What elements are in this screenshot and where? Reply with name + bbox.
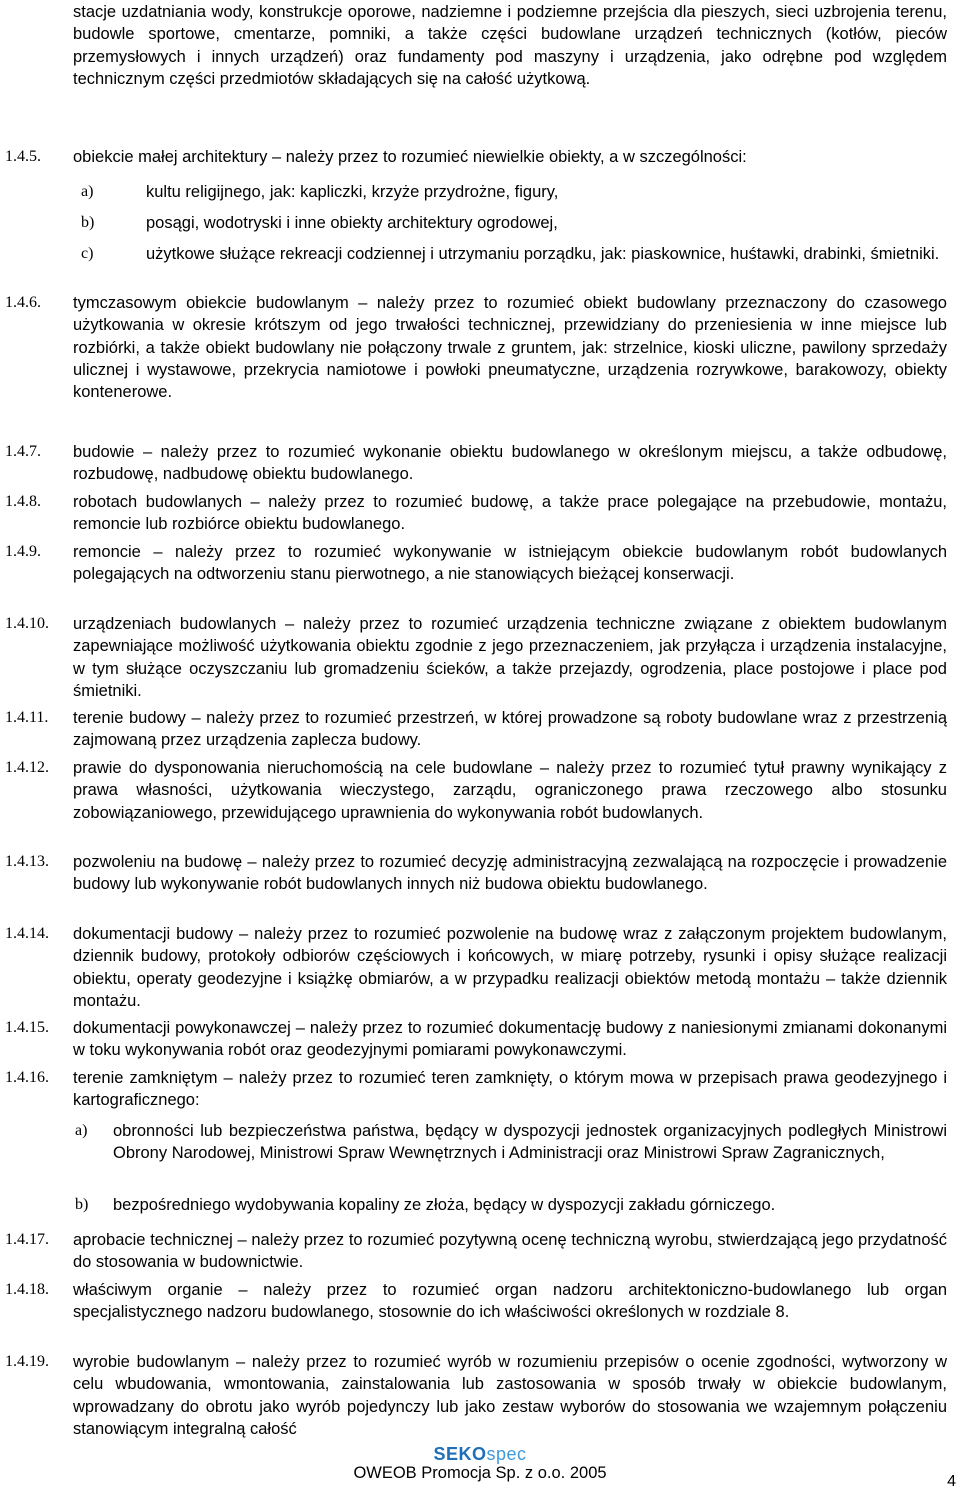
list-item [75, 1194, 947, 1216]
definition-1-4-16 [0, 1067, 960, 1112]
list-letter: a) [81, 183, 94, 200]
definition-number: 1.4.18. [5, 1281, 49, 1298]
list-letter: b) [81, 214, 95, 231]
definition-number: 1.4.8. [5, 493, 41, 510]
list-text: obronności lub bezpieczeństwa państwa, będący w dyspozycji jednostek organizacyjnych podległych Ministrowi Obrony Narodowej, Ministrowi Spraw Wewnętrznych i Administracji oraz Ministrowi Spraw Zagranicznych, [113, 1122, 947, 1163]
definition-1-4-18 [0, 1279, 960, 1324]
definition-text: remoncie – należy przez to rozumieć wykonywanie w istniejącym obiekcie budowlanym robót budowlanych polegających na odtworzeniu stanu pierwotnego, a nie stanowiących bieżącej konserwacji. [73, 543, 947, 584]
definition-number: 1.4.11. [5, 709, 49, 726]
definition-text: terenie budowy – należy przez to rozumieć przestrzeń, w której prowadzone są roboty budowlane wraz z przestrzenią zajmowaną przez urządzenia zaplecza budowy. [73, 709, 947, 750]
list-letter: b) [75, 1196, 89, 1213]
definition-1-4-19 [0, 1351, 960, 1440]
list-item [75, 1120, 947, 1165]
definition-text: tymczasowym obiekcie budowlanym – należy przez to rozumieć obiekt budowlany przeznaczony do czasowego użytkowania w okresie krótszym od jego trwałości technicznej, przewidziany do przeniesienia w inne miejsce lub rozbiórki, a także obiekt budowlany nie połączony trwale z gruntem, jak: strzelnice, kioski uliczne, pawilony sprzedaży ulicznej i wystawowe, przekrycia namiotowe i powłoki pneumatyczne, urządzenia rozrywkowe, barakowozy, obiekty kontenerowe. [73, 294, 947, 402]
logo-text-spec: spec [486, 1444, 527, 1464]
definition-1-4-13 [0, 851, 960, 896]
definition-1-4-12 [0, 757, 960, 824]
list-letter: a) [75, 1122, 88, 1139]
footer-company: OWEOB Promocja Sp. z o.o. 2005 [353, 1464, 607, 1482]
definition-number: 1.4.16. [5, 1069, 49, 1086]
definition-number: 1.4.7. [5, 443, 41, 460]
definition-1-4-15 [0, 1017, 960, 1062]
definition-number: 1.4.13. [5, 853, 49, 870]
definition-text: prawie do dysponowania nieruchomością na cele budowlane – należy przez to rozumieć tytuł prawny wynikający z prawa własności, użytkowania wieczystego, zarządu, ograniczonego prawa rzeczowego albo stosunku zobowiązaniowego, przewidującego uprawnienia do wykonywania robót budowlanych. [73, 759, 947, 822]
logo-text-seko: SEKO [433, 1444, 487, 1464]
list-letter: c) [81, 245, 94, 262]
list-text: użytkowe służące rekreacji codziennej i utrzymaniu porządku, jak: piaskownice, huśtawki, drabinki, śmietniki. [146, 245, 940, 263]
definition-number: 1.4.15. [5, 1019, 49, 1036]
definition-number: 1.4.9. [5, 543, 41, 560]
list-text: bezpośredniego wydobywania kopaliny ze złoża, będący w dyspozycji zakładu górniczego. [113, 1196, 776, 1214]
definition-1-4-5 [0, 146, 960, 168]
intro-paragraph: stacje uzdatniania wody, konstrukcje oporowe, nadziemne i podziemne przejścia dla pieszych, sieci uzbrojenia terenu, budowle sportowe, cmentarze, pomniki, a także części budowlane urządzeń technicznych (kotłów, pieców przemysłowych i innych urządzeń) oraz fundamenty pod maszyny i urządzenia, jako odrębne pod względem technicznym części przedmiotów składających się na całość użytkową. [73, 3, 947, 88]
definition-1-4-10 [0, 613, 960, 702]
definition-text: właściwym organie – należy przez to rozumieć organ nadzoru architektoniczno-budowlanego lub organ specjalistycznego nadzoru budowlanego, stosownie do ich właściwości określonych w rozdziale 8. [73, 1281, 947, 1322]
definition-number: 1.4.14. [5, 925, 49, 942]
page-number: 4 [947, 1473, 956, 1490]
list-item [81, 212, 949, 234]
definition-number: 1.4.17. [5, 1231, 49, 1248]
definition-text: aprobacie technicznej – należy przez to rozumieć pozytywną ocenę techniczną wyrobu, stwierdzającą jego przydatność do stosowania w budownictwie. [73, 1231, 947, 1272]
list-item [81, 181, 949, 203]
definition-1-4-11 [0, 707, 960, 752]
definition-text: budowie – należy przez to rozumieć wykonanie obiektu budowlanego w określonym miejscu, a także odbudowę, rozbudowę, nadbudowę obiektu budowlanego. [73, 443, 947, 484]
definition-1-4-8 [0, 491, 960, 536]
definition-1-4-17 [0, 1229, 960, 1274]
list-text: kultu religijnego, jak: kapliczki, krzyże przydrożne, figury, [146, 183, 559, 201]
definition-text: dokumentacji budowy – należy przez to rozumieć pozwolenie na budowę wraz z załączonym projektem budowlanym, dziennik budowy, protokoły odbiorów częściowych i końcowych, w miarę potrzeby, rysunki i opisy służące realizacji obiektu, operaty geodezyjne i książkę obmiarów, a w przypadku realizacji obiektów metodą montażu – także dziennik montażu. [73, 925, 947, 1010]
definition-text: dokumentacji powykonawczej – należy przez to rozumieć dokumentację budowy z naniesionymi zmianami dokonanymi w toku wykonywania robót oraz geodezyjnymi pomiarami powykonawczymi. [73, 1019, 947, 1060]
definition-text: urządzeniach budowlanych – należy przez to rozumieć urządzenia techniczne związane z obiektem budowlanym zapewniające możliwość użytkowania obiektu zgodnie z jego przeznaczeniem, jak przyłącza i urządzenia instalacyjne, w tym służące oczyszczaniu lub gromadzeniu ścieków, a także przejazdy, ogrodzenia, place postojowe i place pod śmietniki. [73, 615, 947, 700]
definition-number: 1.4.19. [5, 1353, 49, 1370]
definition-text: wyrobie budowlanym – należy przez to rozumieć wyrób w rozumieniu przepisów o ocenie zgodności, wytworzony w celu wbudowania, wmontowania, zainstalowania lub zastosowania w sposób trwały w obiekcie budowlanym, wprowadzany do obrotu jako wyrób pojedynczy lub jako zestaw wyborów do stosowania we wzajemnym połączeniu stanowiącym integralną całość [73, 1353, 947, 1438]
definition-text: terenie zamkniętym – należy przez to rozumieć teren zamknięty, o którym mowa w przepisach prawa geodezyjnego i kartograficznego: [73, 1069, 947, 1110]
definition-1-4-7 [0, 441, 960, 486]
definition-1-4-14 [0, 923, 960, 1012]
definition-number: 1.4.10. [5, 615, 49, 632]
definition-number: 1.4.5. [5, 148, 41, 165]
definition-text: obiekcie małej architektury – należy przez to rozumieć niewielkie obiekty, a w szczególności: [73, 148, 747, 166]
list-text: posągi, wodotryski i inne obiekty architektury ogrodowej, [146, 214, 558, 232]
definition-number: 1.4.12. [5, 759, 49, 776]
definition-1-4-6 [0, 292, 960, 403]
definition-1-4-9 [0, 541, 960, 586]
list-item [81, 243, 949, 265]
definition-text: robotach budowlanych – należy przez to rozumieć budowę, a także prace polegające na przebudowie, montażu, remoncie lub rozbiórce obiektu budowlanego. [73, 493, 947, 534]
definition-text: pozwoleniu na budowę – należy przez to rozumieć decyzję administracyjną zezwalającą na rozpoczęcie i prowadzenie budowy lub wykonywanie robót budowlanych innych niż budowa obiektu budowlanego. [73, 853, 947, 894]
definition-number: 1.4.6. [5, 294, 41, 311]
